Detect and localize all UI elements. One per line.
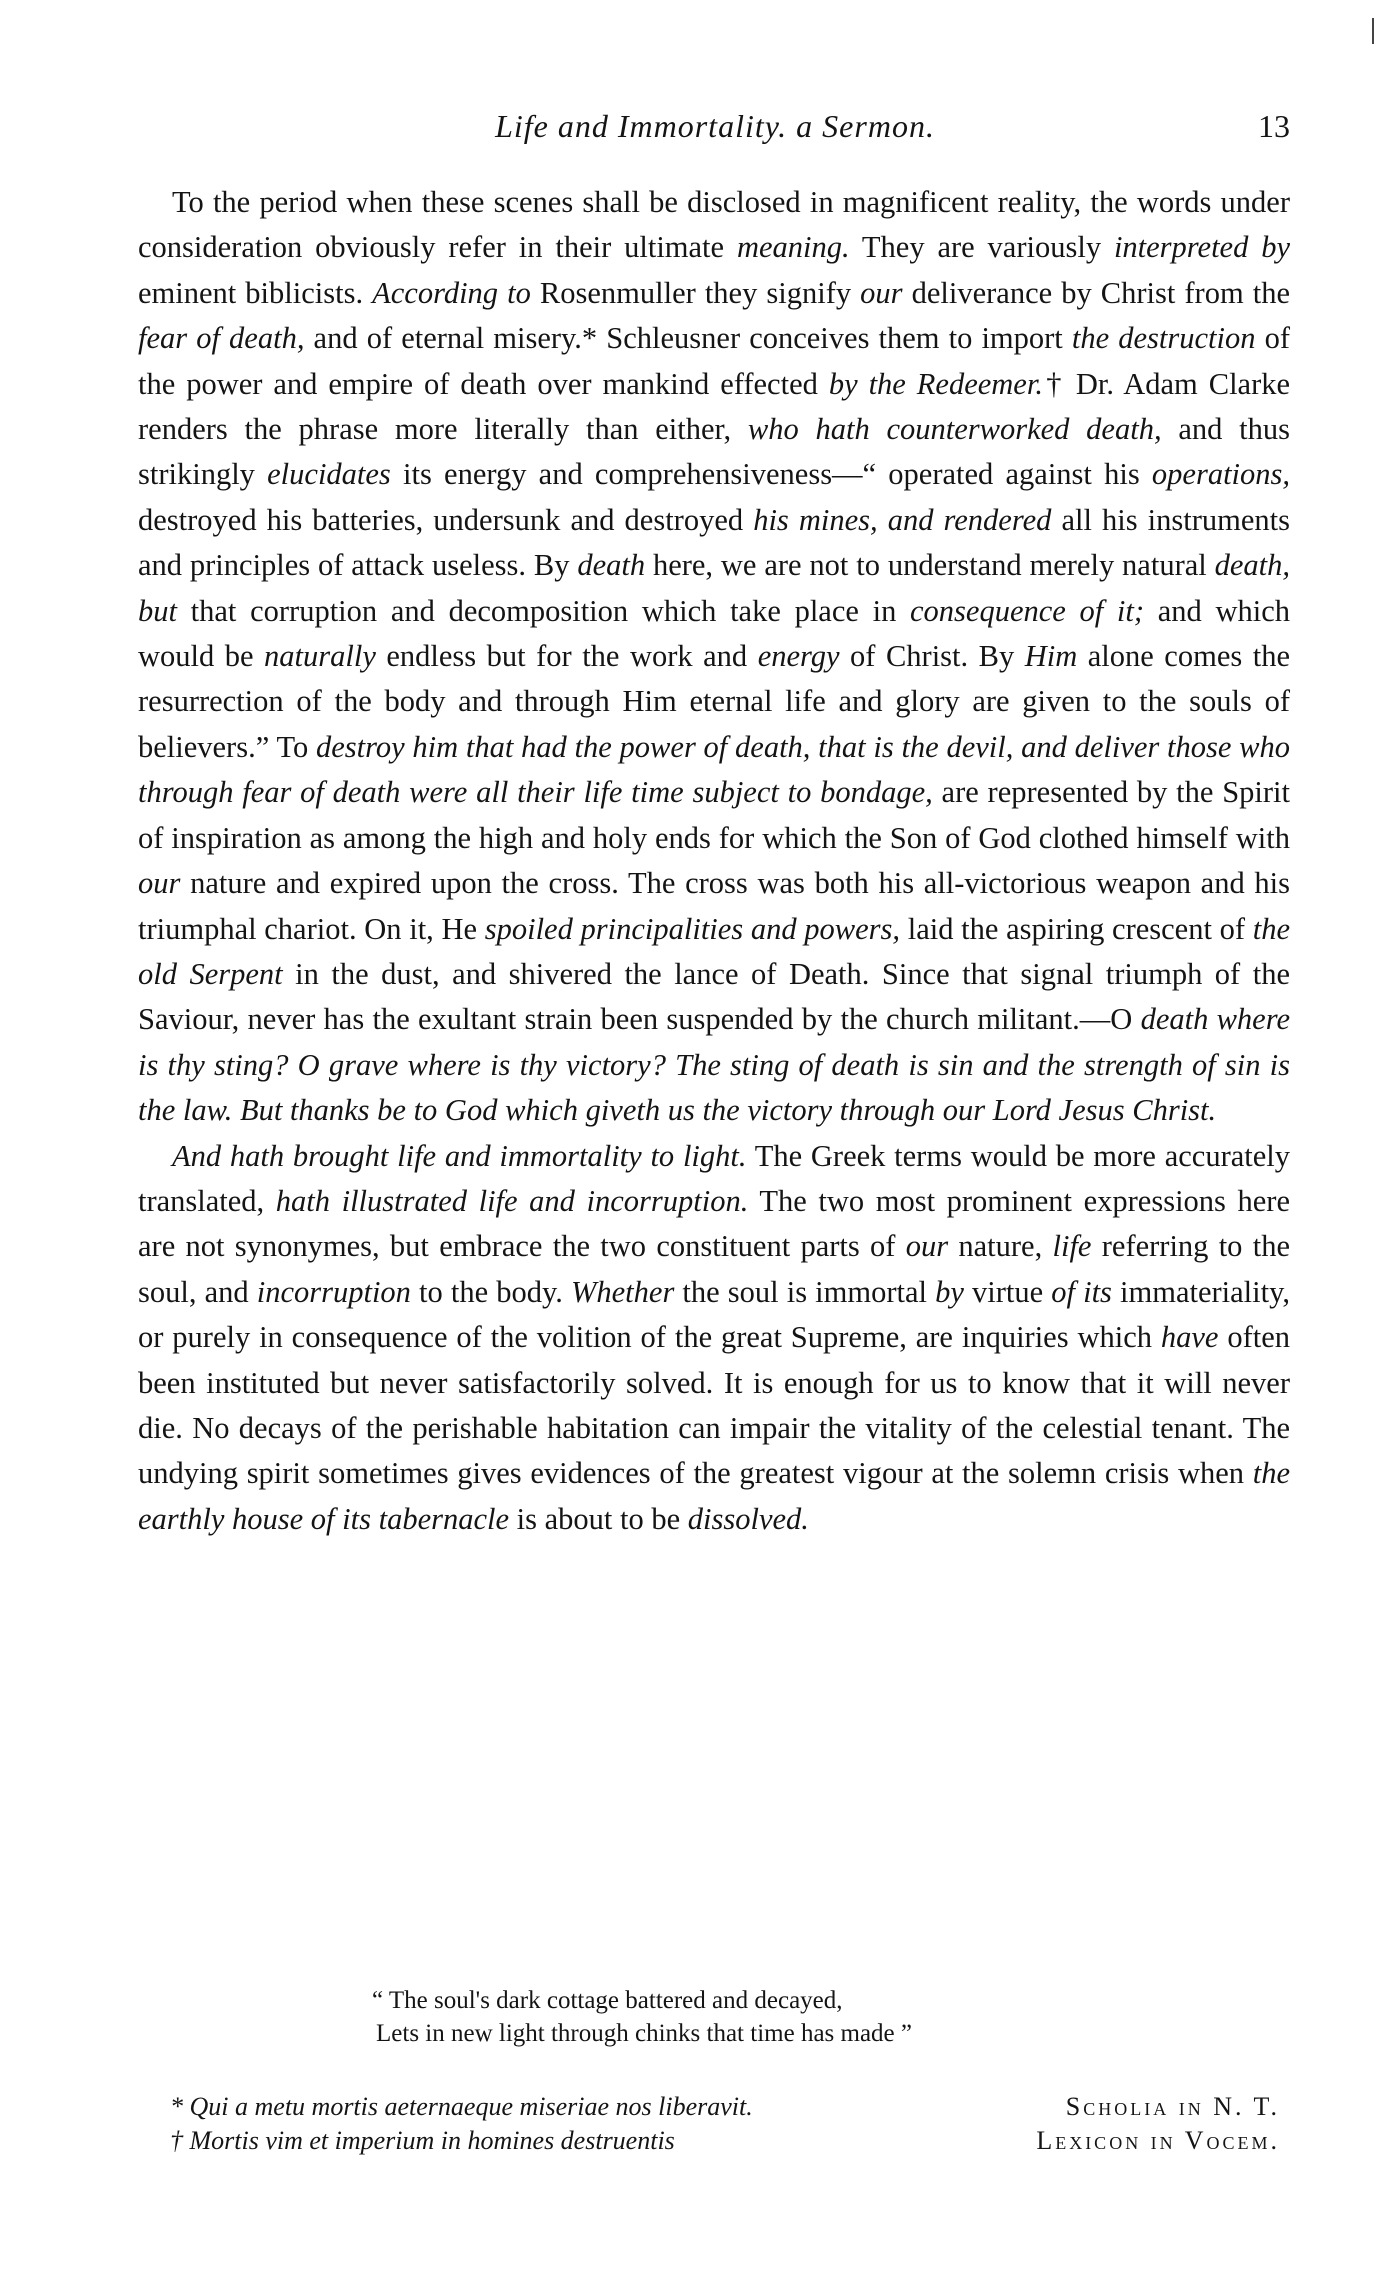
italic-run: by [935, 1274, 964, 1309]
verse-quote [372, 1984, 1132, 2050]
italic-run: his mines, and rendered [753, 502, 1052, 537]
text-run: often been instituted but never satisfactorily solved. It is enough for us to know that it will never die. No decays of the perishable habitation can impair the vitality of the celestial tenant. The undying spirit sometimes gives evidences of the greatest vigour at the solemn crisis when [138, 1320, 1290, 1491]
text-run: of the power and empire of death over mankind effected [138, 321, 1291, 401]
text-run: and which would be [138, 593, 1291, 674]
italic-run: Him [1024, 639, 1078, 674]
text-run: to the body. [410, 1274, 571, 1309]
italic-run: meaning. [736, 230, 850, 265]
italic-run: elucidates [267, 457, 391, 492]
running-title: Life and Immortality. a Sermon. [495, 108, 935, 144]
text-run: Rosenmuller they signify [530, 275, 861, 310]
text-run: eminent biblicists. [138, 275, 373, 310]
italic-run: the destruction [1071, 321, 1256, 356]
italic-run: the old Serpent [138, 911, 1290, 991]
text-run: To the period when these scenes shall be disclosed in magnificent reality, the words under consideration obviously refer in their ultimate [138, 185, 1290, 265]
footnote-text: * Qui a metu mortis aeternaeque miseriae nos liberavit. [170, 2092, 753, 2121]
italic-run: Whether [570, 1274, 675, 1309]
text-run: immateriality, or purely in consequence of the volition of the great Supreme, are inquiries which [138, 1274, 1290, 1355]
footnote-2 [170, 2124, 1280, 2158]
italic-run: our [860, 275, 903, 310]
footnote-text: † Mortis vim et imperium in homines destruentis [170, 2126, 675, 2155]
italic-run: destroy him that had the power of death, that is the devil, and deliver those who through fear of death were all their life time subject to bondage, [138, 729, 1291, 810]
text-run: that corruption and decomposition which take place in [176, 593, 911, 628]
italic-run: naturally [264, 639, 376, 674]
italic-run: by the Redeemer. [828, 366, 1043, 401]
text-run: nature, [948, 1229, 1053, 1264]
paragraph-1 [138, 180, 1290, 1134]
italic-run: dissolved. [687, 1501, 809, 1536]
italic-run: death, but [138, 548, 1290, 628]
footnote-1 [170, 2090, 1280, 2124]
italic-run: the earthly house of its tabernacle [138, 1456, 1290, 1536]
text-run: and of eternal misery.* Schleusner conceives them to import [304, 321, 1072, 356]
italic-run: fear of death, [138, 321, 305, 356]
italic-run: our [905, 1229, 949, 1264]
paragraph-2 [138, 1134, 1290, 1543]
italic-run: energy [757, 639, 840, 674]
page-number: 13 [1258, 108, 1290, 144]
page-header [140, 108, 1290, 148]
text-run: The two most prominent expressions here are not synonymes, but embrace the two constituent parts of [138, 1183, 1290, 1264]
text-run: laid the aspiring crescent of [900, 911, 1253, 946]
text-run: in the dust, and shivered the lance of Death. Since that signal triumph of the Saviour, never has the exultant strain been suspended by the church militant.—O [138, 956, 1290, 1037]
quote-line-2: Lets in new light through chinks that time has made ” [376, 2020, 912, 2047]
text-run: The Greek terms would be more accurately translated, [138, 1138, 1290, 1218]
text-run: referring to the soul, and [138, 1229, 1290, 1309]
italic-run: consequence of it; [910, 593, 1145, 628]
text-run: † Dr. Adam Clarke renders the phrase more literally than either, [138, 366, 1291, 447]
text-run: and thus strikingly [138, 412, 1290, 492]
italic-run: hath illustrated life and incorruption. [275, 1183, 749, 1218]
italic-run: of its [1051, 1274, 1112, 1309]
italic-run: death [577, 548, 646, 583]
scan-edge-mark [1372, 18, 1374, 44]
text-run: alone comes the resurrection of the body and through Him eternal life and glory are given to the souls of believers.” To [138, 639, 1290, 764]
text-run: is about to be [509, 1501, 688, 1536]
italic-run: And hath brought life and immortality to light. [172, 1138, 747, 1173]
italic-run: spoiled principalities and powers, [484, 911, 901, 946]
italic-run: who hath counterworked death, [747, 412, 1162, 447]
italic-run: operations, [1151, 457, 1291, 492]
italic-run: have [1160, 1320, 1219, 1355]
text-run: deliverance by Christ from the [902, 275, 1290, 310]
text-run: are represented by the Spirit of inspiration as among the high and holy ends for which the Son of God clothed himself with [138, 775, 1290, 855]
italic-run: According to [372, 275, 531, 310]
text-run: of Christ. By [839, 639, 1025, 674]
text-run: virtue [963, 1274, 1052, 1309]
footnotes [170, 2090, 1280, 2158]
italic-run: our [138, 866, 181, 901]
italic-run: death where is thy sting? O grave where is thy victory? The sting of death is sin and the strength of sin is the law. But thanks be to God which giveth us the victory through our Lord Jesus Christ. [138, 1002, 1290, 1128]
text-run: all his instruments and principles of attack useless. By [138, 502, 1290, 583]
quote-line-1: “ The soul's dark cottage battered and decayed, [372, 1987, 843, 2014]
text-run: They are variously [849, 230, 1114, 265]
page-body [138, 180, 1290, 1542]
text-run: destroyed his batteries, undersunk and destroyed [138, 502, 754, 537]
text-run: the soul is immortal [674, 1274, 936, 1309]
footnote-source: Lexicon in Vocem. [1036, 2126, 1280, 2155]
text-run: endless but for the work and [375, 639, 758, 674]
text-run: nature and expired upon the cross. The cross was both his all-victorious weapon and his triumphal chariot. On it, He [138, 866, 1290, 946]
italic-run: interpreted by [1113, 230, 1290, 265]
italic-run: life [1052, 1229, 1092, 1264]
text-run: here, we are not to understand merely natural [645, 548, 1215, 583]
italic-run: incorruption [256, 1274, 411, 1309]
text-run: its energy and comprehensiveness—“ operated against his [390, 457, 1152, 492]
footnote-source: Scholia in N. T. [1065, 2092, 1280, 2121]
